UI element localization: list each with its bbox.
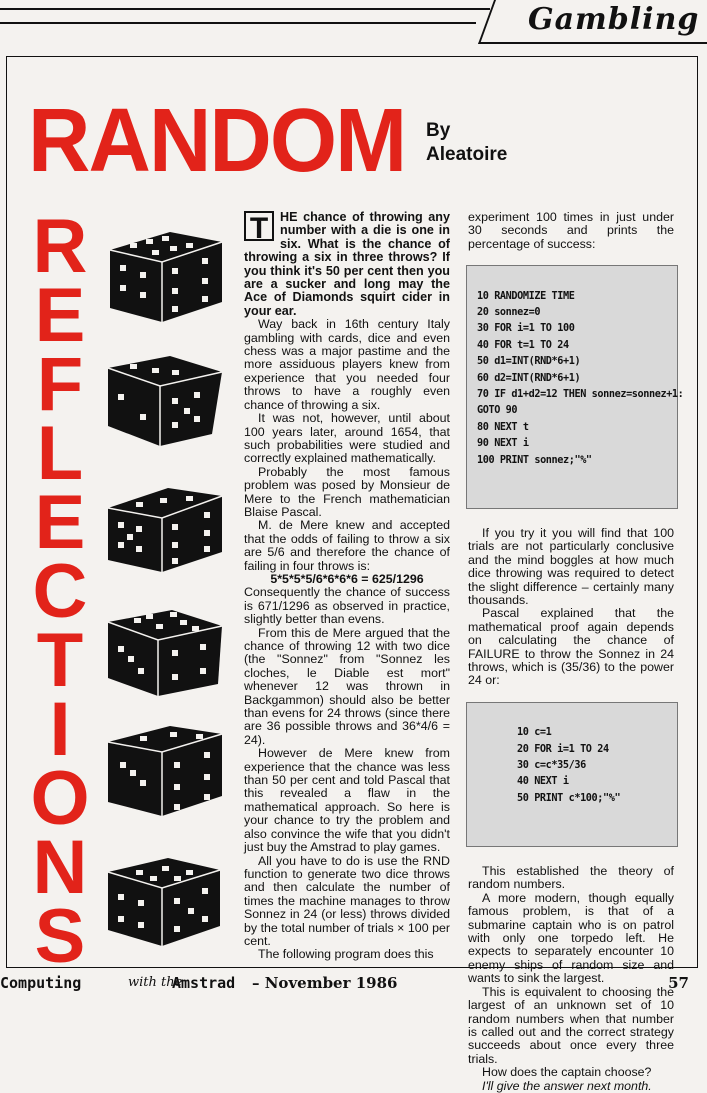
paragraph: However de Mere knew from experience that the chance was less than 50 per cent and told Pascal that this revealed a flaw in the mathematical approach. So here is your chance to try the problem and also convince the wife that you didn't just buy the Amstrad to play games.: [244, 746, 450, 855]
code-line: 90 NEXT i: [477, 438, 529, 450]
code-line: 50 d1=INT(RND*6+1): [477, 356, 581, 368]
paragraph: It was not, however, until about 100 years later, around 1654, that such probabilities were studied and correctly explained mathematically.: [244, 411, 450, 466]
code-line: 10 RANDOMIZE TIME: [477, 290, 575, 302]
vertical-letter: N: [32, 825, 88, 910]
lead-text: HE chance of throwing any number with a die is one in six. What is the chance of throwing a six in three throws? If you think it's 50 per cent then you are a sucker and long may the Ace of Diamonds squirt cider in your ear.: [244, 210, 450, 318]
vertical-letter: F: [36, 342, 84, 427]
die-illustration-3: [100, 460, 230, 575]
vertical-letter: O: [30, 756, 90, 841]
code-line: 100 PRINT sonnez;"%": [477, 454, 592, 466]
code-line: 10 c=1: [517, 727, 552, 739]
magazine-name-2: with the: [128, 975, 183, 990]
drop-cap: T: [244, 211, 274, 241]
paragraph: M. de Mere knew and accepted that the odds of failing to throw a six are 5/6 and therefore the chance of failing in four throws is:: [244, 518, 450, 573]
vertical-letter: E: [34, 480, 86, 565]
code-line: 20 sonnez=0: [477, 307, 541, 319]
header-rule-bottom: [0, 22, 476, 24]
page-number: 57: [668, 974, 689, 992]
header-rule-top: [0, 8, 490, 10]
code-listing-1: [466, 265, 684, 509]
paragraph: Probably the most famous problem was posed by Monsieur de Mere to the French mathematician Blaise Pascal.: [244, 464, 450, 519]
headline-random: RANDOM: [28, 91, 406, 191]
equation: 5*5*5*5/6*6*6*6 = 625/1296: [270, 571, 424, 586]
paragraph: Consequently the chance of success is 671/1296 as observed in practice, slightly better than evens.: [244, 585, 450, 627]
vertical-letter: I: [49, 687, 71, 772]
code-line: 40 NEXT i: [517, 776, 569, 788]
magazine-name-3: Amstrad: [172, 974, 236, 992]
die-illustration-1: [100, 210, 230, 325]
byline: [426, 119, 507, 167]
paragraph: This is equivalent to choosing the largest of an unknown set of 10 random numbers when that number is called out and the correct strategy succeeds about once every three trials.: [468, 984, 674, 1066]
page-footer: [0, 972, 707, 996]
vertical-letter: L: [36, 411, 84, 496]
die-illustration-4: [100, 588, 230, 700]
code-line: GOTO 90: [477, 405, 518, 417]
vertical-letter: E: [34, 273, 86, 358]
code-line: 20 FOR i=1 TO 24: [517, 743, 609, 755]
magazine-name-1: Computing: [0, 974, 82, 992]
paragraph: All you have to do is use the RND function to generate two dice throws and then calculate the number of times the machine manages to throw Sonnez in 24 (or less) throws divided by the total number of trials × 100 per cent.: [244, 853, 450, 948]
article-column-1: [244, 211, 450, 962]
paragraph: Pascal explained that the mathematical proof again depends on calculating the chance of FAILURE to throw the Sonnez in 24 throws, which is (35/36) to the power 24 or:: [468, 606, 674, 688]
die-illustration-2: [100, 338, 230, 448]
paragraph: I'll give the answer next month.: [482, 1078, 652, 1093]
vertical-letter: T: [36, 618, 84, 703]
code-line: 30 FOR i=1 TO 100: [477, 323, 575, 335]
code-listing-2: [466, 702, 678, 847]
code-line: 30 c=c*35/36: [517, 760, 586, 771]
vertical-letter: S: [34, 894, 86, 979]
issue-date: – November 1986: [252, 974, 398, 992]
headline-reflections: [24, 204, 96, 979]
vertical-letter: R: [32, 204, 88, 289]
lead-paragraph: [244, 211, 450, 318]
vertical-letter: C: [32, 549, 88, 634]
paragraph: Way back in 16th century Italy gambling with cards, dice and even chess was a major pastime and the more assiduous players knew from experience that you needed four throws to have a roughly even chance of throwing a six.: [244, 317, 450, 412]
paragraph: The following program does this: [258, 947, 434, 962]
byline-author: Aleatoire: [426, 144, 508, 165]
paragraph: A more modern, though equally famous problem, is that of a submarine captain who is on patrol with only one torpedo left. He expects to separately encounter 10 enemy ships of random size and wants to sink the largest.: [468, 890, 674, 986]
code-line: 50 PRINT c*100;"%": [517, 792, 621, 804]
paragraph: From this de Mere argued that the chance of throwing 12 with two dice (the "Sonnez" from "Sonnez les cloches, le Diable est mort" whenever 12 was thrown in Backgammon) should also be better than evens for 24 throws (since there are 36 possible throws and 36*4/6 = 24).: [244, 625, 450, 747]
paragraph: This established the theory of random numbers.: [468, 864, 674, 892]
code-line: 80 NEXT t: [477, 421, 529, 433]
die-illustration-6: [100, 830, 230, 950]
code-line: 60 d2=INT(RND*6+1): [477, 372, 581, 384]
code-line: 40 FOR t=1 TO 24: [477, 339, 569, 351]
section-title: Gambling: [528, 2, 700, 37]
byline-by: By: [426, 120, 451, 141]
paragraph: experiment 100 times in just under 30 seconds and prints the percentage of success:: [468, 210, 674, 251]
code-line: 70 IF d1+d2=12 THEN sonnez=sonnez+1:: [477, 389, 684, 401]
paragraph: How does the captain choose?: [482, 1065, 652, 1080]
die-illustration-5: [100, 712, 230, 820]
paragraph: If you try it you will find that 100 trials are not particularly conclusive and the mind boggles at how much dice throwing was required to detect the slight difference – certainly many thousands.: [468, 525, 674, 607]
